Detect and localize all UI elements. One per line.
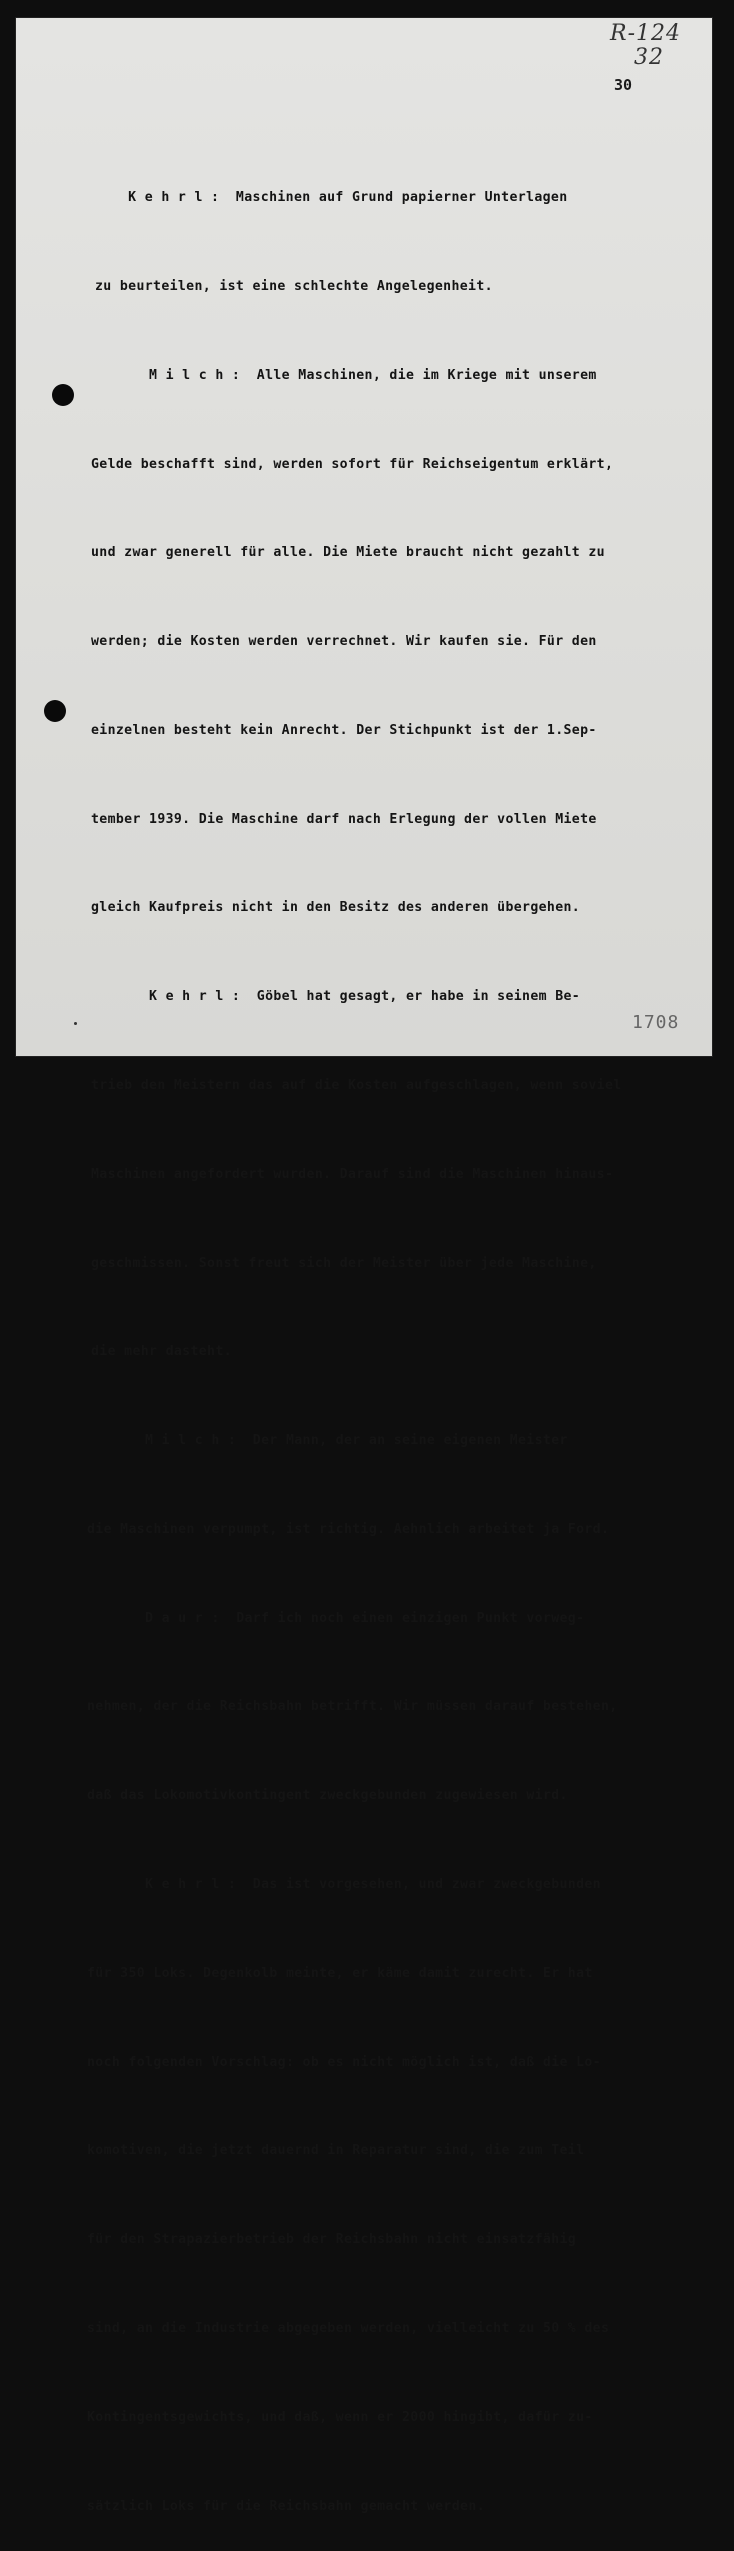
punch-hole-bottom [44, 700, 66, 722]
page-number: 30 [614, 76, 633, 94]
text-line: K e h r l : Göbel hat gesagt, er habe in seinem Be- [91, 989, 581, 1005]
text-line: die Maschinen verpumpt, ist richtig. Aehnlich arbeitet ja Ford. [87, 1521, 610, 1537]
text-line: und zwar generell für alle. Die Miete braucht nicht gezahlt zu [91, 545, 605, 561]
archive-ref-line-1: R-124 [610, 21, 681, 46]
text-line: sätzlich Loks für die Reichsbahn gemacht werden. [87, 2498, 485, 2514]
text-line: geschmissen. Sonst freut sich der Meister über jede Maschine, [91, 1255, 597, 1271]
archive-reference-handwritten [610, 22, 681, 70]
text-line: K e h r l : Das ist vorgesehen, und zwar zweckgebunden [87, 1877, 601, 1893]
archive-ref-line-2: 32 [634, 45, 664, 70]
text-line: komotiven, die jetzt dauernd in Reparatur sind, die zum Teil [87, 2143, 585, 2159]
text-line: noch folgenden Vorschlag: ob es nicht möglich ist, daß die Lo- [87, 2054, 601, 2070]
text-line: Kontingentsgewichts, und daß, wenn er 2000 hingibt, dafür zu- [87, 2409, 593, 2425]
text-line: M i l c h : Der Mann, der an seine eigenen Meister [87, 1433, 568, 1449]
text-line: zu beurteilen, ist eine schlechte Angelegenheit. [95, 278, 493, 294]
text-line: gleich Kaufpreis nicht in den Besitz des anderen übergehen. [91, 900, 581, 916]
text-line: nehmen, der die Reichsbahn betrifft. Wir müssen darauf bestehen, [87, 1699, 618, 1715]
speck-mark [74, 1022, 77, 1025]
text-line: daß das Lokomotivkontingent zweckgebunden zugewiesen wird. [87, 1788, 568, 1804]
text-line: sind, an die Industrie abgegeben werden, vielleicht zu 50 % des [87, 2320, 610, 2336]
text-line: tember 1939. Die Maschine darf nach Erlegung der vollen Miete [91, 811, 597, 827]
text-line: Maschinen angefordert wurden. Darauf sind die Maschinen hinaus- [91, 1166, 614, 1182]
text-line: K e h r l : Maschinen auf Grund papierner Unterlagen [95, 190, 568, 206]
text-line: trieb den Meistern das auf die Kosten aufgeschlagen, wenn soviel [91, 1078, 622, 1093]
text-line: D a u r : Darf ich noch einen einzigen Punkt vorweg- [87, 1610, 585, 1626]
frame-number: 1708 [632, 1012, 680, 1033]
text-line: für 350 Loks. Degenkolb meinte, er käme damit zurecht. Er hat [87, 1965, 593, 1981]
text-line: werden; die Kosten werden verrechnet. Wir kaufen sie. Für den [91, 634, 597, 650]
text-line: einzelnen besteht kein Anrecht. Der Stichpunkt ist der 1.Sep- [91, 722, 597, 738]
text-line: für den Strapazierbetrieb der Reichsbahn nicht einsatzfähig [87, 2232, 577, 2248]
punch-hole-top [52, 384, 74, 406]
text-line: Gelde beschafft sind, werden sofort für Reichseigentum erklärt, [91, 456, 614, 472]
text-line: die mehr dasteht. [91, 1344, 232, 1360]
transcript-body [87, 124, 695, 2551]
text-line: M i l c h : Alle Maschinen, die im Kriege mit unserem [91, 367, 597, 383]
